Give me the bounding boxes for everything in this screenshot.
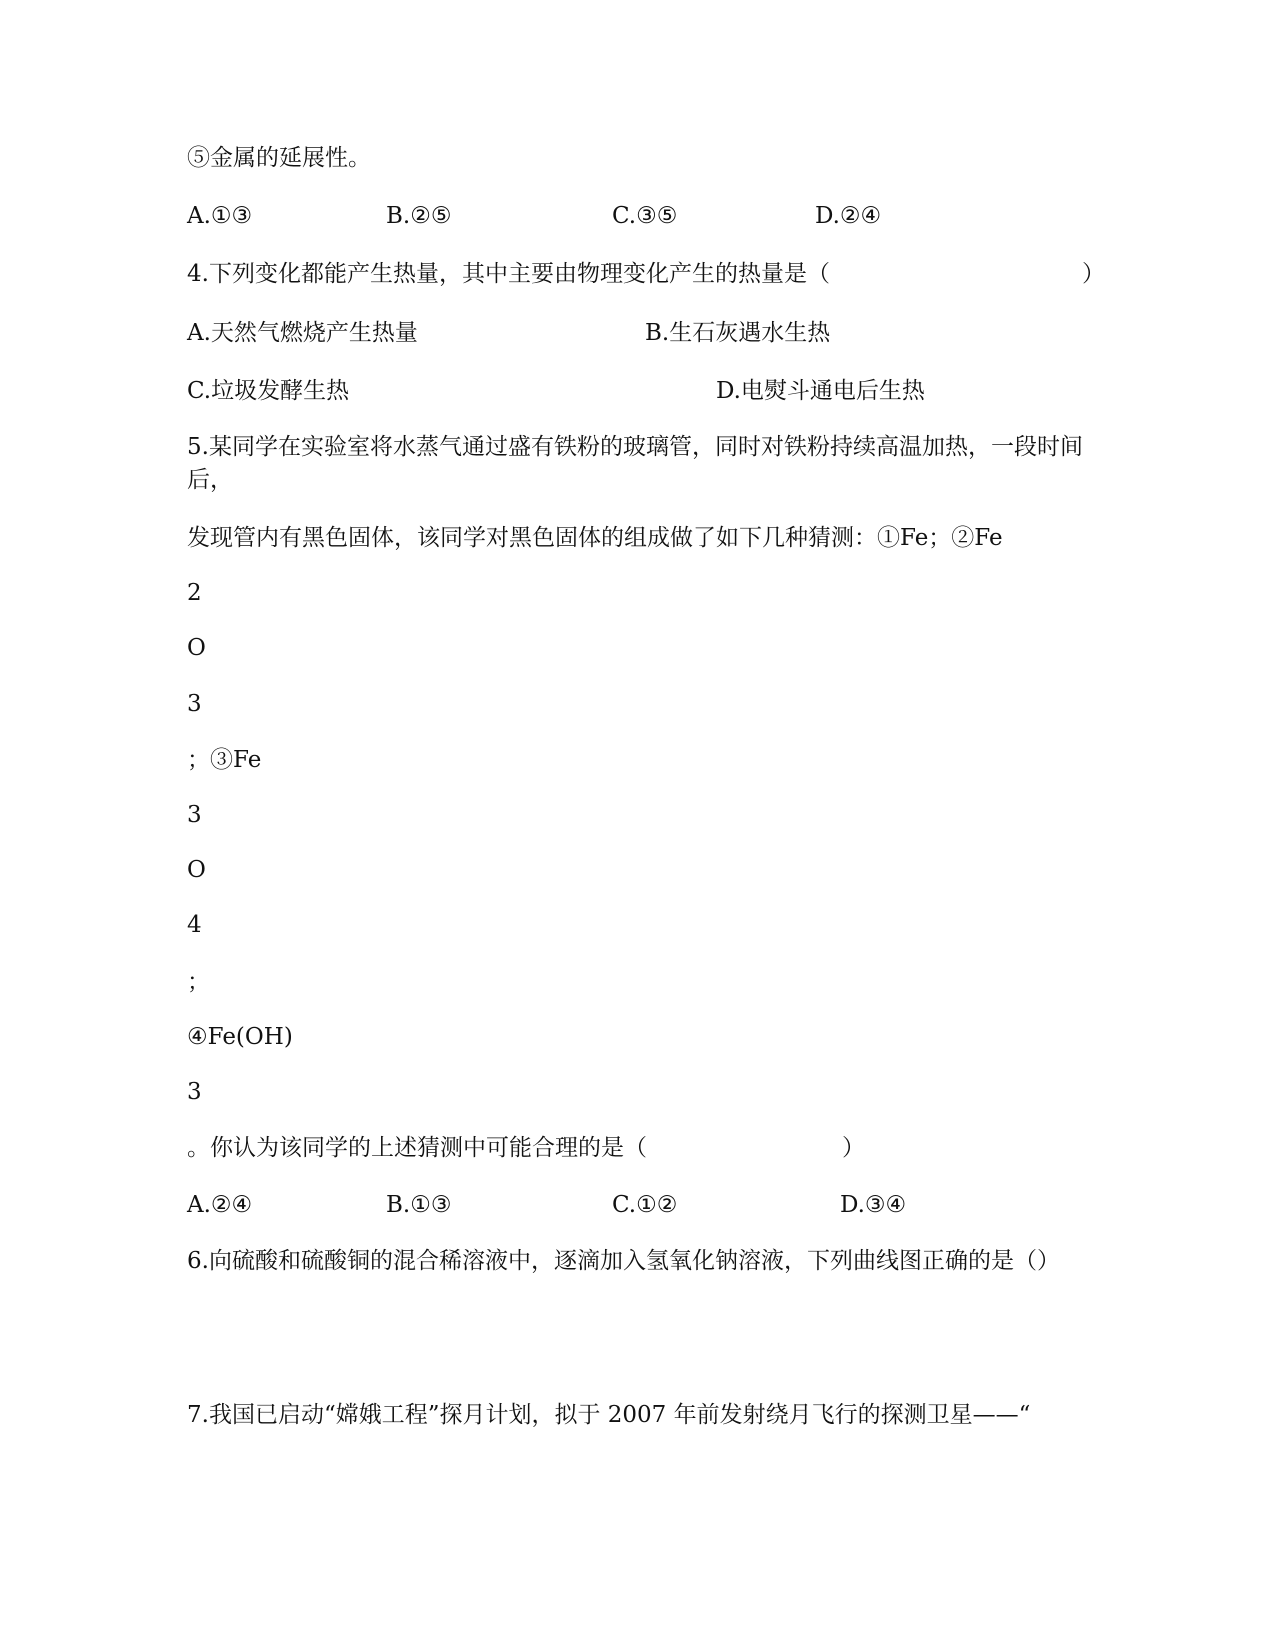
text-line: ⑤金属的延展性。	[187, 145, 371, 171]
formula-fragment: ；	[187, 969, 210, 995]
formula-fragment: O	[187, 635, 206, 661]
option-c: C.①②	[612, 1192, 678, 1218]
option-d: D.③④	[840, 1192, 907, 1218]
formula-fragment: ④Fe(OH)	[187, 1024, 293, 1050]
question-5-close-paren: ）	[842, 1135, 865, 1161]
question-5-ask: 。你认为该同学的上述猜测中可能合理的是（	[187, 1135, 647, 1161]
question-5-stem: 5.某同学在实验室将水蒸气通过盛有铁粉的玻璃管，同时对铁粉持续高温加热，一段时间后，	[187, 434, 1083, 493]
question-4-stem: 4.下列变化都能产生热量，其中主要由物理变化产生的热量是（	[187, 261, 830, 287]
formula-fragment: 2	[187, 580, 202, 606]
option-c: C.③⑤	[612, 203, 678, 229]
option-c: C.垃圾发酵生热	[187, 378, 350, 404]
option-b: B.②⑤	[386, 203, 452, 229]
option-d: D.电熨斗通电后生热	[716, 378, 925, 404]
formula-fragment: 3	[187, 691, 202, 717]
option-a: A.天然气燃烧产生热量	[187, 320, 418, 346]
formula-fragment: O	[187, 857, 206, 883]
question-6-stem: 6.向硫酸和硫酸铜的混合稀溶液中，逐滴加入氢氧化钠溶液，下列曲线图正确的是（）	[187, 1248, 1060, 1274]
formula-fragment: 3	[187, 1079, 202, 1105]
formula-fragment: ；③Fe	[187, 747, 262, 773]
question-4-close-paren: ）	[1082, 261, 1105, 287]
question-7-stem: 7.我国已启动“嫦娥工程”探月计划，拟于 2007 年前发射绕月飞行的探测卫星——“	[187, 1402, 1031, 1428]
option-b: B.①③	[386, 1192, 452, 1218]
formula-fragment: 3	[187, 802, 202, 828]
option-b: B.生石灰遇水生热	[645, 320, 831, 346]
formula-fragment: 4	[187, 912, 202, 938]
question-5-line: 发现管内有黑色固体，该同学对黑色固体的组成做了如下几种猜测：①Fe；②Fe	[187, 525, 1003, 551]
option-a: A.②④	[187, 1192, 253, 1218]
option-d: D.②④	[815, 203, 882, 229]
option-a: A.①③	[187, 203, 253, 229]
